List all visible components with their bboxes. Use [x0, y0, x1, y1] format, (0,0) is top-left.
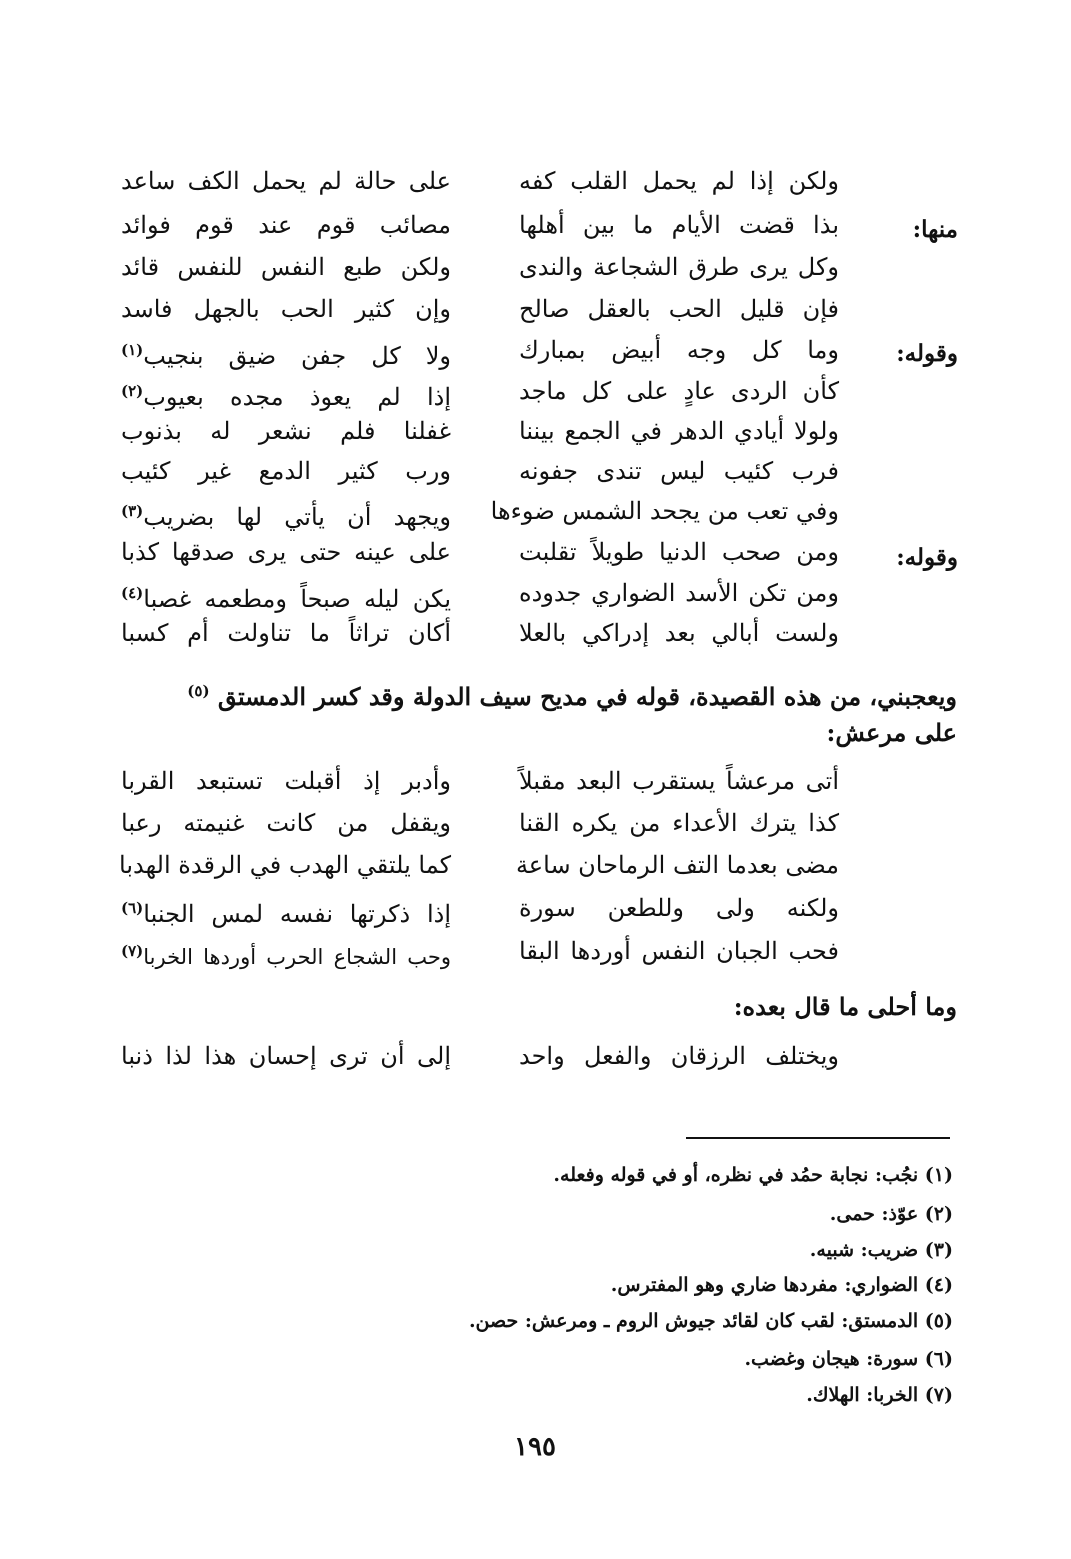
prose-paragraph: ويعجبني، من هذه القصيدة، قوله في مديح سيف الدولة وقد كسر الدمستق $^{(٥)}$ [187, 682, 957, 711]
footnote-marker: (٦) [121, 899, 144, 917]
verse-hemistich-second: وحب الشجاع الحرب أوردها الخربا$^{(٧)}$ [121, 942, 451, 969]
verse-hemistich-first: وفي تعب من يجحد الشمس ضوءها [490, 497, 839, 525]
verse-hemistich-first: ولكنه ولى وللطعن سورة [519, 894, 839, 922]
footnote: (٤) الضواري: مفردها ضاري وهو المفترس. [610, 1274, 953, 1296]
verse-hemistich-second: مصائب قوم عند قوم فوائد [121, 211, 451, 239]
verse-hemistich-second: على حالة لم يحمل الكف ساعد [121, 167, 451, 195]
section-label-waqawluh-1: وقوله: [896, 340, 958, 367]
verse-hemistich-first: ولست أبالي بعد إدراكي بالعلا [519, 619, 839, 647]
footnote: (٣) ضريب: شبيه. [809, 1239, 953, 1261]
verse-hemistich-first: فإن قليل الحب بالعقل صالح [519, 295, 839, 323]
verse-hemistich-first: كذا يترك الأعداء من يكره القنا [519, 809, 839, 837]
footnote-marker: (٣) [121, 502, 144, 520]
footnote: (٦) سورة: هيجان وغضب. [744, 1348, 953, 1370]
verse-hemistich-second: ويجهد أن يأتي لها بضريب$^{(٣)}$ [121, 502, 451, 531]
footnote-marker: (٧) [121, 942, 144, 960]
verse-hemistich-second: يكن ليله صبحاً ومطعمه غصبا$^{(٤)}$ [121, 584, 451, 613]
verse-hemistich-first: ولكن إذا لم يحمل القلب كفه [519, 167, 839, 195]
prose-line: وما أحلى ما قال بعده: [733, 992, 957, 1021]
verse-hemistich-first: بذا قضت الأيام ما بين أهلها [519, 211, 839, 239]
verse-hemistich-first: كأن الردى عادٍ على كل ماجد [519, 377, 839, 405]
page-number: ١٩٥ [514, 1432, 556, 1462]
verse-hemistich-first: ويختلف الرزقان والفعل واحد [519, 1042, 839, 1070]
section-label-minha: منها: [912, 216, 958, 243]
verse-hemistich-second: إذا لم يعوذ مجده بعيوب$^{(٢)}$ [121, 382, 451, 411]
verse-hemistich-second: إلى أن ترى إحسان هذا لذا ذنبا [121, 1042, 451, 1070]
verse-hemistich-second: وإن كثير الحب بالجهل فاسد [121, 295, 451, 323]
footnote-divider [686, 1137, 950, 1139]
footnote: (١) نجُب: نجابة حمُد في نظره، أو في قوله وفعله. [553, 1164, 953, 1186]
section-label-waqawluh-2: وقوله: [896, 544, 958, 571]
verse-hemistich-second: ورب كثير الدمع غير كئيب [121, 457, 451, 485]
footnote: (٥) الدمستق: لقب كان لقائد جيوش الروم ـ ومرعش: حصن. [468, 1310, 953, 1332]
prose-continuation: على مرعش: [826, 718, 957, 747]
footnote-marker: (٤) [121, 584, 144, 602]
verse-hemistich-second: ويقفل من كانت غنيمته رعبا [121, 809, 451, 837]
verse-hemistich-first: ومن صحب الدنيا طويلاً تقلبت [519, 538, 839, 566]
verse-hemistich-first: فرب كئيب ليس تندى جفونه [519, 457, 839, 485]
verse-hemistich-second: غفلنا فلم نشعر له بذنوب [121, 417, 451, 445]
verse-hemistich-first: ومن تكن الأسد الضواري جدوده [519, 579, 839, 607]
verse-hemistich-first: وكل يرى طرق الشجاعة والندى [519, 253, 839, 281]
verse-hemistich-second: كما يلتقي الهدب في الرقدة الهدبا [119, 851, 451, 879]
verse-hemistich-second: ولكن طبع النفس للنفس قائد [121, 253, 451, 281]
verse-hemistich-second: وأدبر إذ أقبلت تستبعد القربا [121, 767, 451, 795]
verse-hemistich-first: مضى بعدما التف الرماحان ساعة [515, 851, 839, 879]
verse-hemistich-second: على عينه حتى يرى صدقها كذبا [121, 538, 451, 566]
verse-hemistich-second: إذا ذكرتها نفسه لمس الجنبا$^{(٦)}$ [121, 899, 451, 928]
footnote-marker: (٥) [187, 682, 210, 700]
verse-hemistich-second: ولا كل جفن ضيق بنجيب$^{(١)}$ [121, 341, 451, 370]
verse-hemistich-second: أكان تراثاً ما تناولت أم كسبا [121, 619, 451, 647]
verse-hemistich-first: فحب الجبان النفس أوردها البقا [519, 937, 839, 965]
footnote: (٧) الخربا: الهلاك. [806, 1384, 953, 1406]
verse-hemistich-first: وما كل وجه أبيض بمبارك [519, 336, 839, 364]
footnote-marker: (٢) [121, 382, 144, 400]
footnote-marker: (١) [121, 341, 144, 359]
verse-hemistich-first: أتى مرعشاً يستقرب البعد مقبلاً [519, 767, 839, 795]
footnote: (٢) عوّذ: حمى. [829, 1203, 953, 1225]
verse-hemistich-first: ولولا أيادي الدهر في الجمع بيننا [519, 417, 839, 445]
